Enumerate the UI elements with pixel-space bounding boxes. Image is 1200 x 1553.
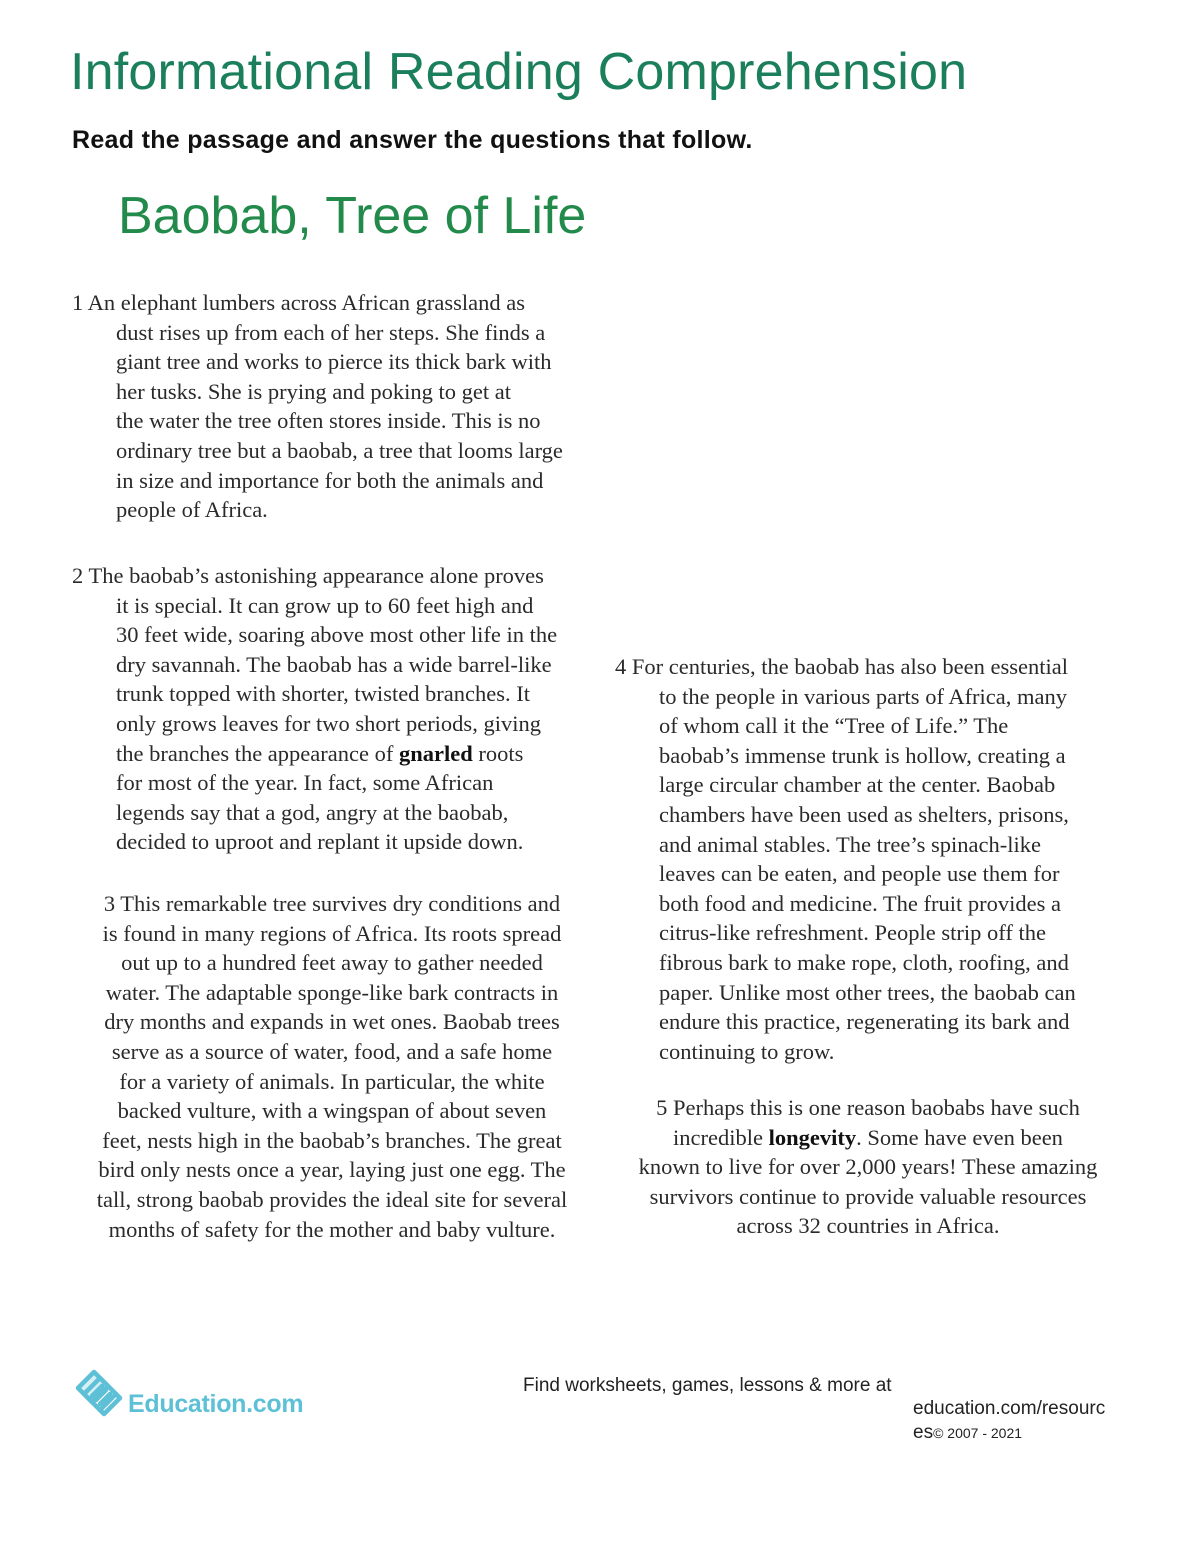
paragraph-line: the water the tree often stores inside. This is no: [116, 408, 541, 434]
paragraph-line: dry savannah. The baobab has a wide barrel-like: [116, 651, 552, 677]
paragraph-line: to the people in various parts of Africa, many: [659, 683, 1068, 709]
line-segment: . Some have even been: [856, 1124, 1063, 1150]
vocabulary-word-gnarled: gnarled: [398, 740, 473, 766]
paragraph-line: of whom call it the “Tree of Life.” The: [659, 713, 1009, 739]
paragraph-2: [72, 561, 557, 857]
paragraph-line: her tusks. She is prying and poking to get at: [116, 378, 511, 404]
paragraph-line: baobab’s immense trunk is hollow, creating a: [659, 742, 1066, 768]
paragraph-line: water. The adaptable sponge-like bark contracts in: [105, 979, 559, 1005]
line-segment: incredible: [673, 1124, 769, 1150]
paragraph-line: backed vulture, with a wingspan of about seven: [117, 1098, 547, 1124]
paragraph-line: giant tree and works to pierce its thick bark with: [116, 349, 552, 375]
paragraph-line: endure this practice, regenerating its bark and: [659, 1009, 1070, 1035]
paragraph-line: known to live for over 2,000 years! These amazing: [638, 1154, 1098, 1180]
paragraph-line: for a variety of animals. In particular, the white: [119, 1068, 545, 1094]
paragraph-line: [116, 739, 557, 769]
line-segment: roots: [472, 740, 524, 766]
paragraph-line: dust rises up from each of her steps. She finds a: [116, 319, 546, 345]
footer-url-link[interactable]: education.com/resourc: [913, 1398, 1106, 1419]
paragraph-line: out up to a hundred feet away to gather needed: [121, 950, 543, 976]
paragraph-line: legends say that a god, angry at the baobab,: [116, 799, 509, 825]
paragraph-line: is found in many regions of Africa. Its roots spread: [102, 920, 562, 946]
paragraph-line: 5 Perhaps this is one reason baobabs have such: [656, 1095, 1080, 1120]
paragraph-line: fibrous bark to make rope, cloth, roofing, and: [659, 949, 1069, 975]
paragraph-line: trunk topped with shorter, twisted branches. It: [116, 681, 531, 707]
footer-copyright-line: [913, 1422, 1022, 1444]
line-segment: the branches the appearance of: [116, 740, 399, 766]
logo-mark: [72, 1366, 128, 1422]
logo-wordmark: Education.com: [128, 1390, 304, 1418]
paragraph-5: [598, 1093, 1138, 1241]
paragraph-line: survivors continue to provide valuable resources: [649, 1183, 1087, 1209]
page-title: Informational Reading Comprehension: [70, 43, 968, 101]
paragraph-line: months of safety for the mother and baby vulture.: [108, 1216, 556, 1242]
paragraph-line: in size and importance for both the animals and: [116, 467, 544, 493]
paragraph-line: 30 feet wide, soaring above most other life in the: [116, 622, 558, 648]
passage-title: Baobab, Tree of Life: [118, 187, 587, 245]
paragraph-4: [615, 652, 1076, 1066]
paragraph-1: [72, 288, 563, 525]
paragraph-line: bird only nests once a year, laying just one egg. The: [98, 1157, 566, 1183]
paragraph-line: decided to uproot and replant it upside down.: [116, 829, 524, 855]
paragraph-line: tall, strong baobab provides the ideal site for several: [96, 1186, 568, 1212]
paragraph-line: citrus-like refreshment. People strip off the: [659, 920, 1046, 946]
paragraph-line: ordinary tree but a baobab, a tree that looms large: [116, 437, 563, 463]
paragraph-line: for most of the year. In fact, some African: [116, 770, 494, 796]
vocabulary-word-longevity: longevity: [768, 1124, 857, 1150]
education-logo-icon[interactable]: [72, 1366, 128, 1427]
paragraph-line: across 32 countries in Africa.: [736, 1213, 1000, 1239]
paragraph-line: both food and medicine. The fruit provides a: [659, 890, 1061, 916]
paragraph-line: chambers have been used as shelters, prisons,: [659, 801, 1069, 827]
paragraph-line: leaves can be eaten, and people use them for: [659, 861, 1060, 887]
paragraph-line: large circular chamber at the center. Baobab: [659, 772, 1056, 798]
paragraph-line: 1 An elephant lumbers across African grassland as: [72, 290, 525, 315]
paragraph-line: continuing to grow.: [659, 1038, 835, 1064]
paragraph-line: it is special. It can grow up to 60 feet high and: [116, 592, 534, 618]
instructions: Read the passage and answer the questions that follow.: [72, 126, 753, 154]
paragraph-line: paper. Unlike most other trees, the baobab can: [659, 979, 1076, 1005]
paragraph-line: 3 This remarkable tree survives dry conditions and: [103, 891, 561, 916]
paragraph-line: feet, nests high in the baobab’s branches. The great: [102, 1127, 562, 1153]
paragraph-line: only grows leaves for two short periods, giving: [116, 710, 541, 736]
paragraph-line: 2 The baobab’s astonishing appearance alone proves: [72, 563, 544, 588]
paragraph-line: 4 For centuries, the baobab has also been essential: [615, 654, 1068, 679]
paragraph-line: [598, 1123, 1138, 1153]
footer-tagline: Find worksheets, games, lessons & more at: [523, 1375, 892, 1396]
footer-url-continuation[interactable]: es: [913, 1422, 934, 1443]
paragraph-line: dry months and expands in wet ones. Baobab trees: [104, 1009, 560, 1035]
paragraph-3: [62, 889, 602, 1244]
paragraph-line: and animal stables. The tree’s spinach-like: [659, 831, 1041, 857]
paragraph-line: serve as a source of water, food, and a safe home: [111, 1038, 553, 1064]
copyright-text: © 2007 - 2021: [933, 1425, 1023, 1441]
paragraph-line: people of Africa.: [116, 497, 268, 523]
